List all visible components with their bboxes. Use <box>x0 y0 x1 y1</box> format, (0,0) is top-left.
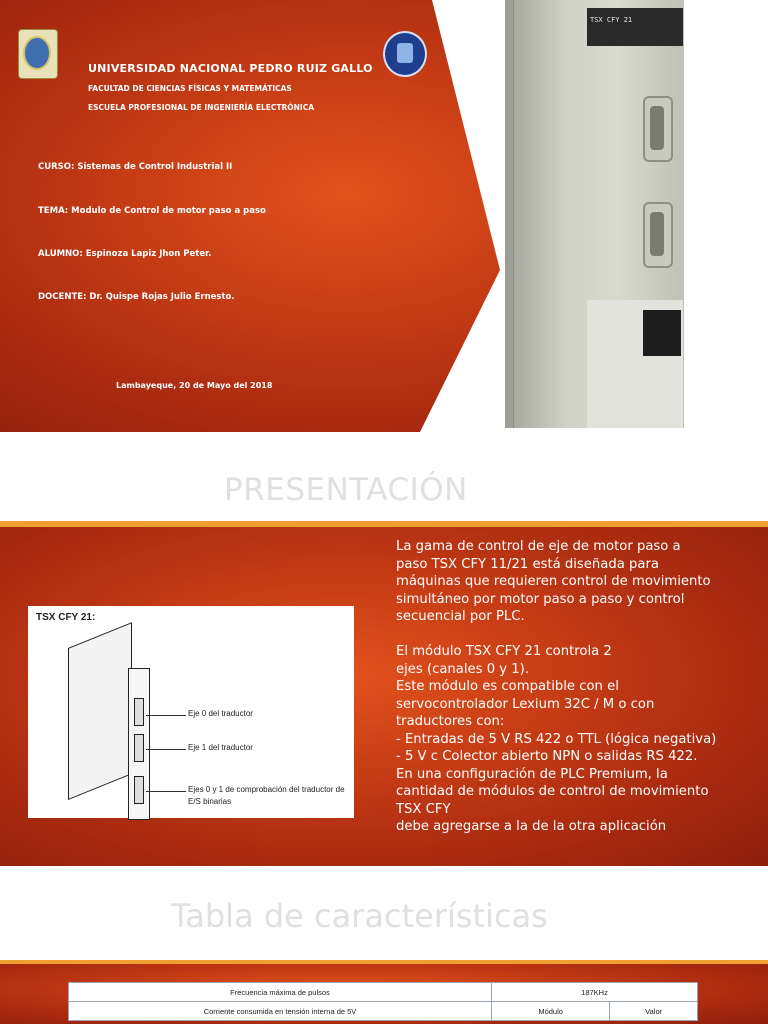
connector-icon <box>643 202 673 268</box>
callout-line <box>146 791 186 792</box>
table-row <box>69 983 698 1002</box>
course-field: CURSO: Sistemas de Control Industrial II <box>38 162 233 172</box>
features-table <box>68 982 698 1021</box>
student-field: ALUMNO: Espinoza Lapiz Jhon Peter. <box>38 249 212 259</box>
diagram-title: TSX CFY 21: <box>36 612 96 623</box>
features-title: Tabla de características <box>171 897 548 935</box>
table-row <box>69 1002 698 1021</box>
presentation-slide <box>0 521 768 866</box>
university-crest-logo <box>18 29 58 79</box>
caption-binary-io: Ejes 0 y 1 de comprobación del traductor de <box>188 785 345 794</box>
paragraph-line: ejes (canales 0 y 1). <box>396 661 530 677</box>
caption-axis0: Eje 0 del traductor <box>188 709 253 718</box>
paragraph-line: traductores con: <box>396 714 505 729</box>
device-label: TSX CFY 21 <box>590 16 633 24</box>
table-cell: Módulo <box>492 1002 610 1021</box>
title-slide <box>0 0 768 432</box>
module-side-drawing <box>68 622 132 800</box>
table-cell: Corriente consumida en tensión interna de 5V <box>69 1002 492 1021</box>
paragraph-line: secuencial por PLC. <box>396 609 525 624</box>
paragraph-line: servocontrolador Lexium 32C / M o con <box>396 696 655 712</box>
topic-field: TEMA: Modulo de Control de motor paso a paso <box>38 206 266 216</box>
white-arrow-shape <box>420 0 502 432</box>
connector-icon <box>643 96 673 162</box>
paragraph-line: - Entradas de 5 V RS 422 o TTL (lógica negativa) <box>396 731 717 747</box>
paragraph-line: En una configuración de PLC Premium, la <box>396 766 668 782</box>
callout-line <box>146 749 186 750</box>
paragraph-line: - 5 V c Colector abierto NPN o salidas RS 422. <box>396 749 698 764</box>
module-diagram <box>28 606 354 818</box>
port-icon <box>134 698 144 726</box>
port-icon <box>134 734 144 762</box>
paragraph-line: El módulo TSX CFY 21 controla 2 <box>396 644 612 659</box>
paragraph-line: TSX CFY <box>396 801 451 817</box>
paragraph-line: paso TSX CFY 11/21 está diseñada para <box>396 556 659 572</box>
paragraph-line: La gama de control de eje de motor paso a <box>396 539 681 554</box>
callout-line <box>146 715 186 716</box>
table-cell: Valor <box>610 1002 698 1021</box>
paragraph-line: simultáneo por motor paso a paso y control <box>396 591 685 607</box>
port-icon <box>134 776 144 804</box>
features-slide <box>0 960 768 1024</box>
school-name: ESCUELA PROFESIONAL DE INGENIERÍA ELECTRÓNICA <box>88 103 315 112</box>
university-name: UNIVERSIDAD NACIONAL PEDRO RUIZ GALLO <box>88 62 373 75</box>
presentation-title: PRESENTACIÓN <box>224 472 468 508</box>
table-cell: Frecuencia máxima de pulsos <box>69 983 492 1002</box>
faculty-name: FACULTAD DE CIENCIAS FÍSICAS Y MATEMÁTICAS <box>88 84 292 93</box>
paragraph-line: debe agregarse a la de la otra aplicación <box>396 819 667 834</box>
paragraph-line: máquinas que requieren control de movimiento <box>396 574 711 589</box>
accent-line <box>0 521 768 527</box>
paragraph-line: Este módulo es compatible con el <box>396 679 619 694</box>
teacher-field: DOCENTE: Dr. Quispe Rojas Julio Ernesto. <box>38 292 235 302</box>
caption-binary-io-2: E/S binarias <box>188 797 232 806</box>
date-place: Lambayeque, 20 de Mayo del 2018 <box>116 381 273 390</box>
plc-module-photo <box>505 0 683 428</box>
school-emblem-logo <box>383 31 427 77</box>
paragraph-line: cantidad de módulos de control de movimiento <box>396 784 709 799</box>
accent-line <box>0 960 768 964</box>
caption-axis1: Eje 1 del traductor <box>188 743 253 752</box>
table-cell: 187KHz <box>492 983 698 1002</box>
